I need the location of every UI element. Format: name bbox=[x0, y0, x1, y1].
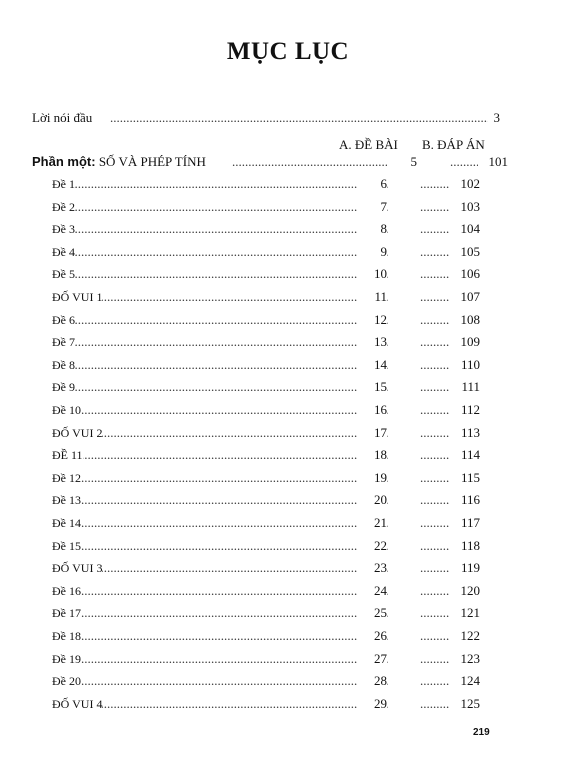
leader-dots bbox=[68, 242, 388, 262]
part-page-a: 5 bbox=[387, 152, 417, 172]
leader-dots bbox=[68, 468, 388, 488]
toc-row-label: Đề 17 bbox=[52, 603, 81, 623]
toc-row bbox=[32, 445, 500, 465]
leader-dots bbox=[68, 513, 388, 533]
toc-row-page-a: 21 bbox=[357, 513, 387, 533]
preface-label: Lời nói đầu bbox=[32, 108, 92, 128]
leader-dots bbox=[68, 626, 388, 646]
toc-row-label: Đề 9 bbox=[52, 377, 75, 397]
toc-row-label: Đề 20 bbox=[52, 671, 81, 691]
toc-row-label: ĐỐ VUI 1 bbox=[52, 287, 102, 307]
leader-dots bbox=[68, 445, 388, 465]
leader-dots bbox=[68, 219, 388, 239]
leader-dots bbox=[68, 490, 388, 510]
toc-row-label: Đề 13 bbox=[52, 490, 81, 510]
toc-row-label: Đề 10 bbox=[52, 400, 81, 420]
toc-row-label: Đề 19 bbox=[52, 649, 81, 669]
toc-row-page-b: 122 bbox=[450, 626, 480, 646]
toc-row-page-a: 13 bbox=[357, 332, 387, 352]
toc-row-page-b: 118 bbox=[450, 536, 480, 556]
part-label-text: SỐ VÀ PHÉP TÍNH bbox=[95, 154, 206, 169]
toc-row bbox=[32, 694, 500, 714]
toc-row-page-a: 14 bbox=[357, 355, 387, 375]
toc-row-label: Đề 2 bbox=[52, 197, 75, 217]
toc-row-page-a: 29 bbox=[357, 694, 387, 714]
toc-row bbox=[32, 174, 500, 194]
toc-row-label: Đề 12 bbox=[52, 468, 81, 488]
toc-row-label: ĐỐ VUI 4 bbox=[52, 694, 102, 714]
toc-row bbox=[32, 219, 500, 239]
toc-row-page-b: 109 bbox=[450, 332, 480, 352]
leader-dots bbox=[68, 603, 388, 623]
toc-row-page-b: 115 bbox=[450, 468, 480, 488]
toc-row-label: Đề 1 bbox=[52, 174, 75, 194]
toc-row bbox=[32, 355, 500, 375]
page-title: MỤC LỤC bbox=[226, 38, 350, 65]
toc-row-label: Đề 16 bbox=[52, 581, 81, 601]
leader-dots bbox=[68, 581, 388, 601]
preface-row bbox=[32, 108, 500, 128]
toc-row-page-a: 26 bbox=[357, 626, 387, 646]
toc-row-page-a: 25 bbox=[357, 603, 387, 623]
toc-row-page-b: 108 bbox=[450, 310, 480, 330]
leader-dots bbox=[232, 152, 392, 172]
toc-row bbox=[32, 649, 500, 669]
leader-dots bbox=[68, 355, 388, 375]
leader-dots bbox=[68, 536, 388, 556]
toc-row-page-b: 125 bbox=[450, 694, 480, 714]
page-number: 219 bbox=[473, 727, 490, 738]
toc-row-label: Đề 7 bbox=[52, 332, 75, 352]
leader-dots bbox=[68, 671, 388, 691]
toc-row-label: Đề 4 bbox=[52, 242, 75, 262]
leader-dots bbox=[68, 332, 388, 352]
toc-row-page-b: 120 bbox=[450, 581, 480, 601]
toc-row-page-a: 18 bbox=[357, 445, 387, 465]
toc-row-page-a: 7 bbox=[357, 197, 387, 217]
column-header-a: A. ĐỀ BÀI bbox=[339, 137, 398, 152]
toc-row bbox=[32, 264, 500, 284]
leader-dots bbox=[68, 558, 388, 578]
leader-dots bbox=[68, 649, 388, 669]
toc-row bbox=[32, 581, 500, 601]
leader-dots bbox=[68, 287, 388, 307]
toc-row bbox=[32, 671, 500, 691]
toc-row-page-a: 16 bbox=[357, 400, 387, 420]
toc-row-page-b: 114 bbox=[450, 445, 480, 465]
part-page-b: 101 bbox=[478, 152, 508, 172]
toc-row bbox=[32, 423, 500, 443]
toc-row-label: Đề 6 bbox=[52, 310, 75, 330]
toc-row-page-b: 102 bbox=[450, 174, 480, 194]
leader-dots bbox=[68, 400, 388, 420]
toc-row-page-b: 103 bbox=[450, 197, 480, 217]
leader-dots bbox=[68, 423, 388, 443]
toc-row-label: Đề 14 bbox=[52, 513, 81, 533]
toc-row-page-b: 117 bbox=[450, 513, 480, 533]
toc-row-page-a: 23 bbox=[357, 558, 387, 578]
toc-row bbox=[32, 536, 500, 556]
toc-row-label: ĐỐ VUI 2 bbox=[52, 423, 102, 443]
toc-row-page-a: 11 bbox=[357, 287, 387, 307]
toc-row-page-b: 111 bbox=[450, 377, 480, 397]
leader-dots bbox=[110, 108, 490, 128]
toc-row bbox=[32, 400, 500, 420]
toc-row bbox=[32, 513, 500, 533]
toc-row bbox=[32, 626, 500, 646]
toc-row-page-b: 107 bbox=[450, 287, 480, 307]
toc-row-page-b: 113 bbox=[450, 423, 480, 443]
toc-row-page-b: 124 bbox=[450, 671, 480, 691]
toc-row bbox=[32, 490, 500, 510]
toc-row-label: Đề 15 bbox=[52, 536, 81, 556]
toc-row-page-b: 104 bbox=[450, 219, 480, 239]
toc-row bbox=[32, 558, 500, 578]
toc-row-page-a: 24 bbox=[357, 581, 387, 601]
toc-row-page-a: 20 bbox=[357, 490, 387, 510]
leader-dots bbox=[68, 694, 388, 714]
toc-row bbox=[32, 197, 500, 217]
toc-row-label: Đề 3 bbox=[52, 219, 75, 239]
toc-row-label: Đề 8 bbox=[52, 355, 75, 375]
toc-row-page-b: 116 bbox=[450, 490, 480, 510]
toc-row-label: ĐỐ VUI 3 bbox=[52, 558, 102, 578]
toc-row-page-a: 27 bbox=[357, 649, 387, 669]
toc-row bbox=[32, 242, 500, 262]
toc-row bbox=[32, 332, 500, 352]
leader-dots bbox=[68, 377, 388, 397]
toc-row-page-a: 12 bbox=[357, 310, 387, 330]
toc-row-page-a: 15 bbox=[357, 377, 387, 397]
toc-row bbox=[32, 468, 500, 488]
toc-row bbox=[32, 287, 500, 307]
part-row bbox=[32, 152, 508, 172]
toc-row-page-a: 9 bbox=[357, 242, 387, 262]
toc-row-page-b: 121 bbox=[450, 603, 480, 623]
toc-row-page-a: 28 bbox=[357, 671, 387, 691]
preface-page: 3 bbox=[488, 108, 500, 128]
toc-row-page-a: 8 bbox=[357, 219, 387, 239]
part-label bbox=[32, 152, 206, 172]
toc-row-page-a: 19 bbox=[357, 468, 387, 488]
toc-row bbox=[32, 310, 500, 330]
toc-row-page-b: 112 bbox=[450, 400, 480, 420]
toc-row bbox=[32, 377, 500, 397]
toc-row-page-a: 10 bbox=[357, 264, 387, 284]
toc-row-page-b: 119 bbox=[450, 558, 480, 578]
toc-row-page-b: 106 bbox=[450, 264, 480, 284]
column-header-b: B. ĐÁP ÁN bbox=[422, 137, 485, 152]
part-label-bold: Phần một: bbox=[32, 154, 96, 169]
leader-dots bbox=[68, 310, 388, 330]
toc-row-page-b: 123 bbox=[450, 649, 480, 669]
toc-row bbox=[32, 603, 500, 623]
toc-row-page-b: 110 bbox=[450, 355, 480, 375]
toc-row-page-a: 17 bbox=[357, 423, 387, 443]
toc-row-page-a: 22 bbox=[357, 536, 387, 556]
toc-row-page-a: 6 bbox=[357, 174, 387, 194]
toc-row-label: Đề 18 bbox=[52, 626, 81, 646]
leader-dots bbox=[68, 197, 388, 217]
toc-row-label: Đề 5 bbox=[52, 264, 75, 284]
leader-dots bbox=[68, 264, 388, 284]
leader-dots bbox=[68, 174, 388, 194]
toc-row-page-b: 105 bbox=[450, 242, 480, 262]
toc-row-label: ĐỀ 11 bbox=[52, 445, 83, 465]
